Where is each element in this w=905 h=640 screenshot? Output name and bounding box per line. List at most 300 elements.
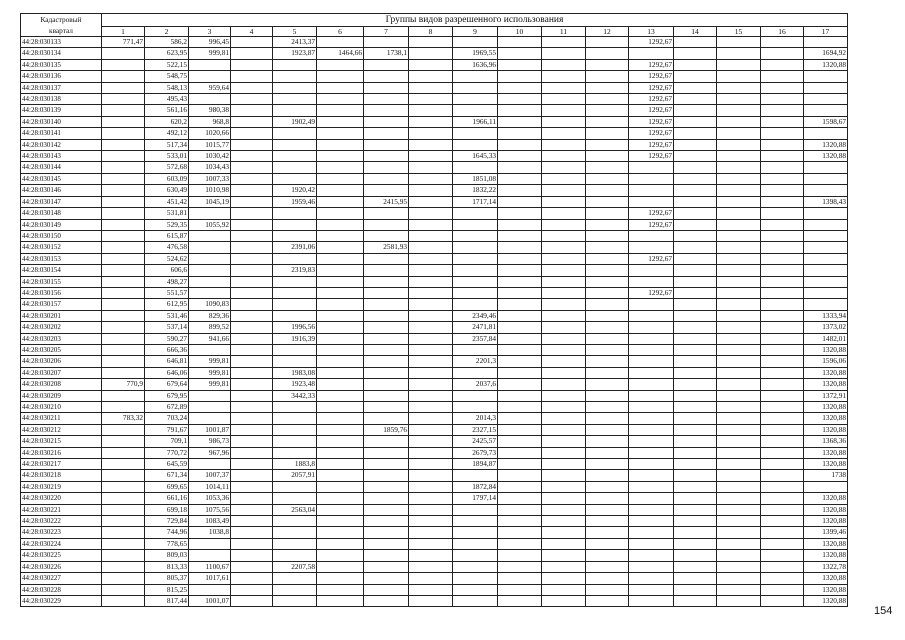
value-cell — [453, 208, 498, 219]
value-cell: 646,81 — [145, 356, 189, 367]
value-cell — [542, 59, 586, 70]
cadastral-quarter-cell: 44:28:030154 — [21, 265, 102, 276]
table-row — [21, 37, 848, 48]
value-cell — [674, 493, 717, 504]
table-row — [21, 516, 848, 527]
table-row — [21, 82, 848, 93]
value-cell — [498, 367, 542, 378]
cadastral-quarter-cell: 44:28:030135 — [21, 59, 102, 70]
value-cell — [717, 413, 761, 424]
value-cell — [586, 470, 629, 481]
value-cell — [364, 128, 409, 139]
value-cell — [542, 356, 586, 367]
value-cell — [231, 59, 273, 70]
value-cell — [629, 162, 674, 173]
value-cell: 1320,88 — [804, 447, 848, 458]
table-row — [21, 595, 848, 606]
value-cell — [102, 162, 145, 173]
value-cell — [629, 470, 674, 481]
value-cell — [674, 151, 717, 162]
value-cell: 1738,1 — [364, 48, 409, 59]
value-cell — [761, 71, 804, 82]
value-cell — [409, 356, 453, 367]
cadastral-quarter-cell: 44:28:030211 — [21, 413, 102, 424]
value-cell — [364, 253, 409, 264]
value-cell — [231, 584, 273, 595]
value-cell — [586, 573, 629, 584]
value-cell — [804, 230, 848, 241]
value-cell — [317, 37, 364, 48]
value-cell — [674, 344, 717, 355]
value-cell — [674, 481, 717, 492]
value-cell — [273, 253, 317, 264]
table-row — [21, 470, 848, 481]
value-cell — [717, 185, 761, 196]
value-cell — [674, 424, 717, 435]
value-cell — [317, 139, 364, 150]
value-cell — [629, 493, 674, 504]
value-cell — [409, 550, 453, 561]
value-cell — [674, 573, 717, 584]
value-cell: 476,58 — [145, 242, 189, 253]
value-cell — [586, 493, 629, 504]
value-cell — [761, 390, 804, 401]
value-cell — [542, 379, 586, 390]
value-cell — [498, 322, 542, 333]
value-cell — [498, 151, 542, 162]
cadastral-quarter-cell: 44:28:030145 — [21, 173, 102, 184]
value-cell — [231, 436, 273, 447]
value-cell — [317, 527, 364, 538]
value-cell — [804, 265, 848, 276]
value-cell — [761, 196, 804, 207]
value-cell — [231, 151, 273, 162]
table-row — [21, 116, 848, 127]
usage-groups-header: Группы видов разрешенного использования — [102, 14, 848, 27]
cadastral-quarter-cell: 44:28:030134 — [21, 48, 102, 59]
value-cell — [189, 208, 231, 219]
value-cell: 2425,57 — [453, 436, 498, 447]
value-cell — [674, 59, 717, 70]
value-cell — [586, 459, 629, 470]
value-cell — [409, 173, 453, 184]
value-cell — [364, 37, 409, 48]
value-cell — [498, 481, 542, 492]
value-cell — [317, 59, 364, 70]
value-cell — [273, 344, 317, 355]
value-cell — [102, 287, 145, 298]
value-cell — [409, 276, 453, 287]
value-cell — [409, 561, 453, 572]
value-cell: 623,95 — [145, 48, 189, 59]
value-cell: 1398,43 — [804, 196, 848, 207]
value-cell — [629, 390, 674, 401]
value-cell — [409, 379, 453, 390]
value-cell — [717, 516, 761, 527]
value-cell — [498, 516, 542, 527]
table-row — [21, 504, 848, 515]
value-cell — [717, 481, 761, 492]
table-row — [21, 493, 848, 504]
value-cell — [761, 59, 804, 70]
value-cell — [317, 185, 364, 196]
value-cell — [542, 561, 586, 572]
value-cell: 451,42 — [145, 196, 189, 207]
value-cell: 2581,93 — [364, 242, 409, 253]
value-cell — [586, 59, 629, 70]
table-row — [21, 287, 848, 298]
cadastral-quarter-cell: 44:28:030224 — [21, 538, 102, 549]
value-cell: 778,65 — [145, 538, 189, 549]
value-cell — [542, 105, 586, 116]
value-cell: 1320,88 — [804, 379, 848, 390]
value-cell — [231, 230, 273, 241]
value-cell — [629, 379, 674, 390]
value-cell — [273, 287, 317, 298]
cadastral-quarter-cell: 44:28:030148 — [21, 208, 102, 219]
cadastral-quarter-cell: 44:28:030203 — [21, 333, 102, 344]
cadastral-quarter-cell: 44:28:030141 — [21, 128, 102, 139]
value-cell — [629, 196, 674, 207]
value-cell — [717, 504, 761, 515]
table-row — [21, 48, 848, 59]
value-cell — [364, 470, 409, 481]
cadastral-quarter-cell: 44:28:030201 — [21, 310, 102, 321]
value-cell: 941,66 — [189, 333, 231, 344]
cadastral-quarter-cell: 44:28:030226 — [21, 561, 102, 572]
value-cell — [409, 310, 453, 321]
value-cell: 2014,3 — [453, 413, 498, 424]
value-cell — [364, 287, 409, 298]
value-cell — [498, 71, 542, 82]
value-cell: 1292,67 — [629, 151, 674, 162]
value-cell — [804, 276, 848, 287]
value-cell — [542, 265, 586, 276]
value-cell: 1292,67 — [629, 128, 674, 139]
value-cell — [717, 253, 761, 264]
value-cell — [717, 447, 761, 458]
value-cell: 531,46 — [145, 310, 189, 321]
table-row — [21, 242, 848, 253]
value-cell — [804, 287, 848, 298]
value-cell — [231, 71, 273, 82]
value-cell — [761, 253, 804, 264]
value-cell — [629, 447, 674, 458]
value-cell: 809,03 — [145, 550, 189, 561]
value-cell — [629, 333, 674, 344]
value-cell — [761, 173, 804, 184]
table-row — [21, 459, 848, 470]
value-cell: 1292,67 — [629, 59, 674, 70]
table-row — [21, 322, 848, 333]
value-cell: 968,8 — [189, 116, 231, 127]
value-cell: 1030,42 — [189, 151, 231, 162]
value-cell — [231, 481, 273, 492]
value-cell — [674, 173, 717, 184]
value-cell — [231, 287, 273, 298]
cadastral-quarter-cell: 44:28:030210 — [21, 402, 102, 413]
value-cell — [717, 219, 761, 230]
value-cell — [542, 162, 586, 173]
value-cell — [231, 390, 273, 401]
value-cell — [273, 299, 317, 310]
value-cell — [102, 219, 145, 230]
value-cell — [273, 105, 317, 116]
value-cell — [674, 436, 717, 447]
value-cell — [453, 287, 498, 298]
cadastral-quarter-cell: 44:28:030208 — [21, 379, 102, 390]
value-cell — [542, 584, 586, 595]
value-cell: 999,81 — [189, 356, 231, 367]
value-cell — [804, 481, 848, 492]
cadastral-quarter-cell: 44:28:030206 — [21, 356, 102, 367]
value-cell — [364, 550, 409, 561]
value-cell — [761, 584, 804, 595]
value-cell — [804, 105, 848, 116]
value-cell — [804, 242, 848, 253]
value-cell — [629, 561, 674, 572]
value-cell — [674, 527, 717, 538]
value-cell: 1320,88 — [804, 413, 848, 424]
table-row — [21, 356, 848, 367]
table-row — [21, 436, 848, 447]
value-cell — [586, 527, 629, 538]
value-cell: 537,14 — [145, 322, 189, 333]
value-cell — [761, 299, 804, 310]
value-cell — [629, 276, 674, 287]
value-cell — [804, 82, 848, 93]
value-cell: 1292,67 — [629, 219, 674, 230]
cadastral-quarter-cell: 44:28:030133 — [21, 37, 102, 48]
value-cell — [453, 162, 498, 173]
column-number: 5 — [273, 27, 317, 37]
table-row — [21, 276, 848, 287]
cadastral-quarter-cell: 44:28:030150 — [21, 230, 102, 241]
value-cell — [364, 402, 409, 413]
value-cell — [761, 447, 804, 458]
value-cell — [804, 128, 848, 139]
value-cell: 551,57 — [145, 287, 189, 298]
value-cell — [542, 516, 586, 527]
column-number: 11 — [542, 27, 586, 37]
column-number: 15 — [717, 27, 761, 37]
value-cell — [761, 527, 804, 538]
value-cell — [586, 402, 629, 413]
value-cell — [364, 82, 409, 93]
value-cell — [364, 276, 409, 287]
value-cell — [102, 242, 145, 253]
value-cell — [629, 173, 674, 184]
value-cell: 1894,87 — [453, 459, 498, 470]
value-cell — [409, 208, 453, 219]
value-cell — [498, 82, 542, 93]
value-cell — [761, 105, 804, 116]
value-cell — [189, 459, 231, 470]
value-cell — [409, 504, 453, 515]
value-cell — [102, 48, 145, 59]
value-cell: 1010,98 — [189, 185, 231, 196]
value-cell — [498, 390, 542, 401]
value-cell — [364, 367, 409, 378]
cadastral-quarter-cell: 44:28:030149 — [21, 219, 102, 230]
tariff-table-sheet — [20, 13, 848, 607]
value-cell — [761, 516, 804, 527]
value-cell: 2207,58 — [273, 561, 317, 572]
value-cell — [317, 367, 364, 378]
value-cell — [102, 253, 145, 264]
value-cell — [717, 310, 761, 321]
value-cell — [586, 185, 629, 196]
value-cell — [586, 413, 629, 424]
value-cell: 671,34 — [145, 470, 189, 481]
column-number: 3 — [189, 27, 231, 37]
value-cell — [317, 538, 364, 549]
value-cell — [542, 402, 586, 413]
value-cell — [453, 219, 498, 230]
value-cell — [629, 48, 674, 59]
value-cell — [542, 230, 586, 241]
value-cell — [629, 516, 674, 527]
value-cell — [317, 253, 364, 264]
value-cell — [317, 436, 364, 447]
value-cell: 1996,56 — [273, 322, 317, 333]
value-cell — [542, 436, 586, 447]
table-row — [21, 573, 848, 584]
value-cell — [273, 82, 317, 93]
value-cell — [317, 356, 364, 367]
value-cell: 1320,88 — [804, 573, 848, 584]
value-cell: 699,18 — [145, 504, 189, 515]
value-cell — [102, 105, 145, 116]
value-cell — [364, 413, 409, 424]
value-cell — [717, 436, 761, 447]
value-cell: 1368,36 — [804, 436, 848, 447]
value-cell: 1034,43 — [189, 162, 231, 173]
value-cell — [674, 379, 717, 390]
value-cell — [717, 470, 761, 481]
value-cell — [498, 527, 542, 538]
value-cell — [317, 287, 364, 298]
value-cell — [409, 105, 453, 116]
value-cell — [629, 356, 674, 367]
value-cell — [542, 413, 586, 424]
value-cell: 606,6 — [145, 265, 189, 276]
cadastral-quarter-cell: 44:28:030155 — [21, 276, 102, 287]
value-cell — [317, 310, 364, 321]
value-cell — [498, 219, 542, 230]
value-cell: 2319,83 — [273, 265, 317, 276]
cadastral-quarter-cell: 44:28:030218 — [21, 470, 102, 481]
value-cell — [189, 265, 231, 276]
value-cell — [717, 59, 761, 70]
value-cell: 620,2 — [145, 116, 189, 127]
value-cell — [409, 447, 453, 458]
value-cell — [317, 173, 364, 184]
value-cell — [761, 333, 804, 344]
value-cell — [674, 253, 717, 264]
value-cell: 783,32 — [102, 413, 145, 424]
value-cell: 1320,88 — [804, 504, 848, 515]
value-cell — [102, 402, 145, 413]
value-cell — [717, 573, 761, 584]
value-cell — [364, 527, 409, 538]
value-cell — [498, 344, 542, 355]
value-cell — [761, 322, 804, 333]
value-cell — [586, 379, 629, 390]
value-cell — [586, 447, 629, 458]
value-cell — [498, 139, 542, 150]
value-cell: 1292,67 — [629, 82, 674, 93]
value-cell — [674, 459, 717, 470]
value-cell — [586, 265, 629, 276]
value-cell — [231, 538, 273, 549]
value-cell: 1320,88 — [804, 151, 848, 162]
value-cell — [231, 413, 273, 424]
value-cell — [189, 71, 231, 82]
value-cell — [364, 436, 409, 447]
value-cell — [498, 379, 542, 390]
value-cell — [629, 550, 674, 561]
value-cell — [317, 550, 364, 561]
table-row — [21, 128, 848, 139]
value-cell — [586, 550, 629, 561]
value-cell — [453, 504, 498, 515]
value-cell — [189, 253, 231, 264]
value-cell — [761, 185, 804, 196]
value-cell — [498, 116, 542, 127]
value-cell — [409, 71, 453, 82]
value-cell — [674, 208, 717, 219]
value-cell: 709,1 — [145, 436, 189, 447]
value-cell — [498, 37, 542, 48]
value-cell — [317, 162, 364, 173]
value-cell — [761, 94, 804, 105]
value-cell — [717, 550, 761, 561]
value-cell — [102, 208, 145, 219]
value-cell — [273, 402, 317, 413]
value-cell: 1322,78 — [804, 561, 848, 572]
value-cell — [273, 139, 317, 150]
value-cell — [364, 561, 409, 572]
value-cell — [804, 185, 848, 196]
value-cell — [231, 299, 273, 310]
value-cell — [674, 48, 717, 59]
value-cell — [102, 390, 145, 401]
value-cell — [409, 459, 453, 470]
value-cell: 1920,42 — [273, 185, 317, 196]
value-cell — [317, 516, 364, 527]
value-cell — [629, 573, 674, 584]
value-cell — [542, 82, 586, 93]
value-cell — [453, 105, 498, 116]
value-cell — [498, 59, 542, 70]
value-cell: 1717,14 — [453, 196, 498, 207]
value-cell — [586, 128, 629, 139]
value-cell: 1797,14 — [453, 493, 498, 504]
value-cell — [542, 424, 586, 435]
value-cell — [453, 573, 498, 584]
value-cell — [761, 367, 804, 378]
value-cell: 3442,33 — [273, 390, 317, 401]
value-cell — [231, 265, 273, 276]
cadastral-quarter-cell: 44:28:030209 — [21, 390, 102, 401]
value-cell — [629, 424, 674, 435]
value-cell — [317, 504, 364, 515]
value-cell — [364, 185, 409, 196]
value-cell — [629, 265, 674, 276]
value-cell — [542, 504, 586, 515]
value-cell — [674, 287, 717, 298]
